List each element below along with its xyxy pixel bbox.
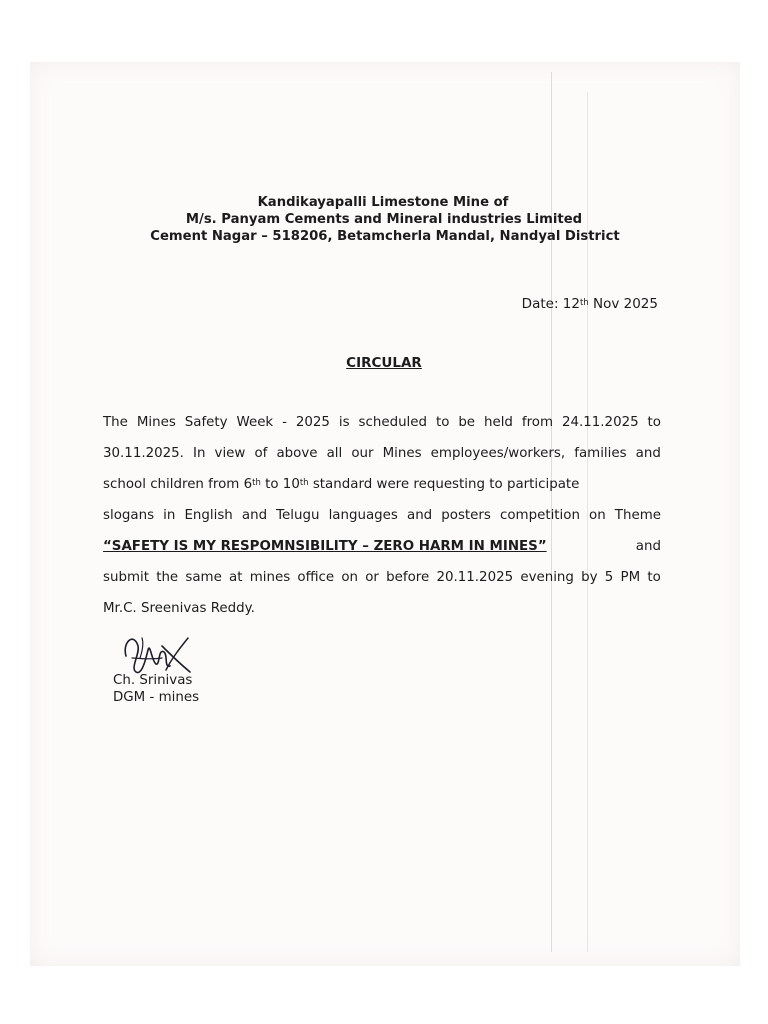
word: at (229, 570, 243, 585)
word: to (647, 570, 661, 585)
theme-after: and (635, 539, 661, 554)
word: Telugu (276, 508, 320, 523)
body-line-2 (103, 438, 661, 469)
word: evening (520, 570, 574, 585)
letterhead-line-2: M/s. Panyam Cements and Mineral industries Limited (185, 212, 583, 227)
word: Week (236, 415, 274, 430)
body-line-4 (103, 500, 661, 531)
word: in (163, 508, 176, 523)
word: view (214, 446, 246, 461)
word: employees/workers, (430, 446, 566, 461)
word: competition (499, 508, 580, 523)
word: 2025 (295, 415, 330, 430)
word: 24.11.2025 (561, 415, 639, 430)
word: be (458, 415, 476, 430)
signatory-name: Ch. Srinivas (113, 673, 193, 688)
body-line-3-text (103, 469, 579, 500)
safety-theme: “SAFETY IS MY RESPOMNSIBILITY – ZERO HARM IN MINES” (103, 539, 547, 554)
word: on (589, 508, 606, 523)
word: mines (249, 570, 291, 585)
word: is (338, 415, 350, 430)
word: Safety (184, 415, 228, 430)
word: held (483, 415, 513, 430)
date-suffix: th (579, 298, 589, 309)
body-line-3 (103, 469, 661, 500)
word: Theme (614, 508, 661, 523)
body-line-6 (103, 562, 661, 593)
word: PM (620, 570, 641, 585)
ordinal-suffix: th (299, 478, 309, 489)
date-line (522, 296, 658, 312)
date-label: Date: 12 (521, 296, 580, 312)
body-line-5 (103, 531, 661, 562)
word: English (184, 508, 233, 523)
word: before (386, 570, 430, 585)
word: submit (103, 570, 149, 585)
word: of (254, 446, 268, 461)
word: languages (328, 508, 398, 523)
word: or (365, 570, 379, 585)
word: to (435, 415, 450, 430)
word: Mines (382, 446, 422, 461)
word: 20.11.2025 (436, 570, 514, 585)
word: by (581, 570, 598, 585)
word: 5 (604, 570, 614, 585)
word: In (193, 446, 206, 461)
word: and (241, 508, 268, 523)
word: office (297, 570, 335, 585)
word: to (647, 415, 661, 430)
text-run: standard were requesting to participate (308, 477, 580, 492)
word: Mines (136, 415, 176, 430)
circular-body (103, 407, 661, 624)
letterhead (0, 194, 768, 245)
date-rest: Nov 2025 (588, 296, 658, 312)
word: families (574, 446, 627, 461)
word: scheduled (358, 415, 428, 430)
word: on (341, 570, 359, 585)
word: and (406, 508, 433, 523)
word: - (282, 415, 287, 430)
circular-title: CIRCULAR (346, 355, 422, 371)
signatory-block (113, 672, 199, 706)
word: from (521, 415, 554, 430)
body-line-7: Mr.C. Sreenivas Reddy. (103, 601, 255, 616)
text-run: school children from 6 (103, 477, 253, 492)
word: posters (441, 508, 491, 523)
signatory-designation: DGM - mines (113, 690, 200, 705)
word: the (156, 570, 179, 585)
text-run: to 10 (260, 477, 300, 492)
word: all (326, 446, 343, 461)
word: above (276, 446, 318, 461)
word: 30.11.2025. (103, 446, 184, 461)
ordinal-suffix: th (252, 478, 261, 489)
letterhead-line-3: Cement Nagar – 518206, Betamcherla Mandal, Nandyal District (150, 229, 620, 244)
letterhead-line-1: Kandikayapalli Limestone Mine of (257, 195, 509, 210)
word: The (103, 415, 128, 430)
word: our (351, 446, 374, 461)
word: same (185, 570, 222, 585)
body-line-1 (103, 407, 661, 438)
word: slogans (103, 508, 155, 523)
word: and (635, 446, 661, 461)
